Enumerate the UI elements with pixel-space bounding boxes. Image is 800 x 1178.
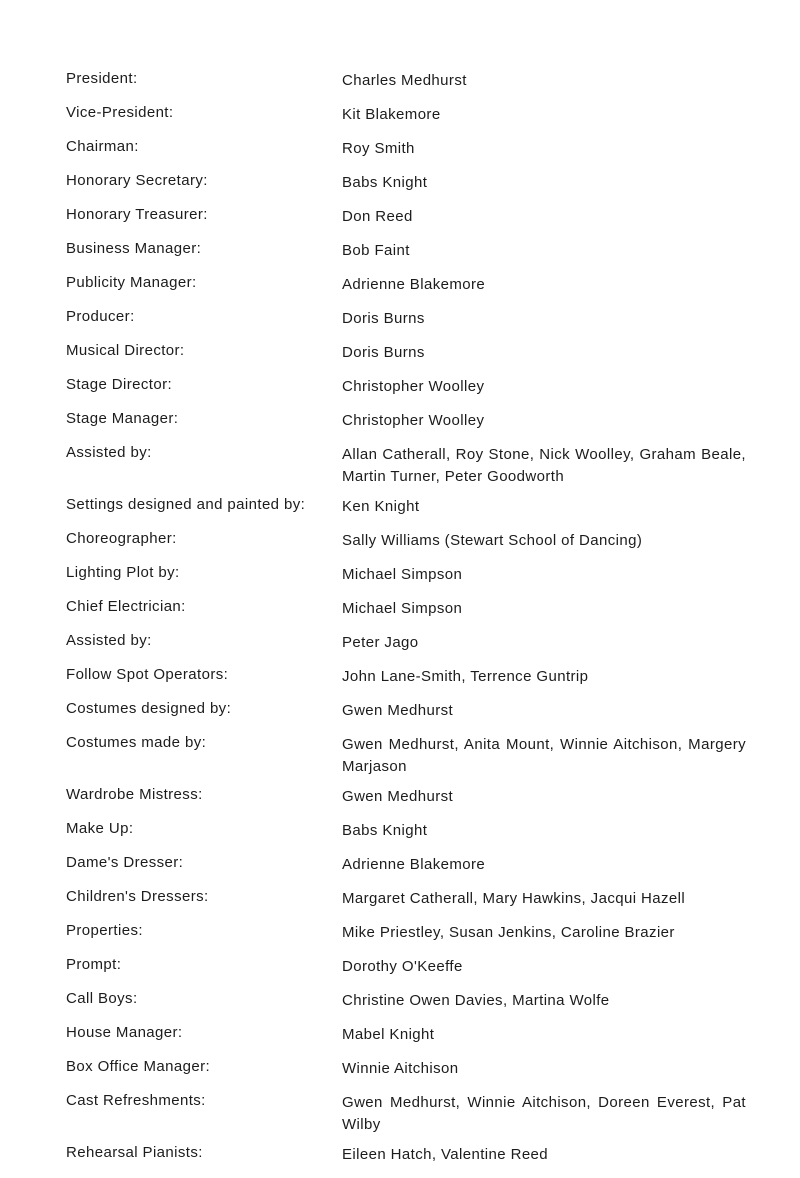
credit-name: Mabel Knight — [342, 1026, 435, 1043]
credit-name: John Lane-Smith, Terrence Guntrip — [342, 668, 589, 685]
credit-row — [66, 956, 746, 978]
credit-role: Stage Manager: — [66, 410, 179, 427]
credit-role: Call Boys: — [66, 990, 138, 1007]
credit-row — [66, 1058, 746, 1080]
credit-name: Charles Medhurst — [342, 72, 467, 89]
credit-row — [66, 530, 746, 552]
credit-row — [66, 444, 746, 488]
credit-name: Kit Blakemore — [342, 106, 441, 123]
credit-role: Honorary Treasurer: — [66, 206, 208, 223]
credit-row — [66, 410, 746, 432]
credit-role: Choreographer: — [66, 530, 177, 547]
credit-name: Eileen Hatch, Valentine Reed — [342, 1146, 549, 1163]
credit-row — [66, 342, 746, 364]
credit-row — [66, 172, 746, 194]
credit-row — [66, 564, 746, 586]
credit-role: Settings designed and painted by: — [66, 496, 306, 513]
credit-row — [66, 104, 746, 126]
credit-row — [66, 990, 746, 1012]
credit-role: Properties: — [66, 922, 143, 939]
credit-name: Babs Knight — [342, 174, 428, 191]
credit-role: Musical Director: — [66, 342, 185, 359]
credit-name: Michael Simpson — [342, 600, 463, 617]
credit-role: Box Office Manager: — [66, 1058, 211, 1075]
credit-row — [66, 734, 746, 778]
credit-row — [66, 240, 746, 262]
credit-role: Cast Refreshments: — [66, 1092, 206, 1109]
credit-name: Roy Smith — [342, 140, 415, 157]
credit-role: Dame's Dresser: — [66, 854, 184, 871]
credit-name: Peter Jago — [342, 634, 419, 651]
credit-role: Lighting Plot by: — [66, 564, 180, 581]
credit-role: Chairman: — [66, 138, 139, 155]
credit-name: Gwen Medhurst, Winnie Aitchison, Doreen Everest, Pat Wilby — [342, 1094, 746, 1133]
credit-row — [66, 854, 746, 876]
credit-name: Gwen Medhurst, Anita Mount, Winnie Aitchison, Margery Marjason — [342, 736, 746, 775]
credit-name: Gwen Medhurst — [342, 788, 454, 805]
credit-name: Sally Williams (Stewart School of Dancing) — [342, 532, 643, 549]
credit-row — [66, 888, 746, 910]
credit-role: Prompt: — [66, 956, 122, 973]
credit-role: Assisted by: — [66, 444, 152, 461]
credit-role: Rehearsal Pianists: — [66, 1144, 203, 1161]
credit-role: Make Up: — [66, 820, 134, 837]
credit-role: Producer: — [66, 308, 135, 325]
credit-row — [66, 632, 746, 654]
credit-role: Chief Electrician: — [66, 598, 186, 615]
credit-name: Don Reed — [342, 208, 413, 225]
credit-row — [66, 70, 746, 92]
credit-name: Gwen Medhurst — [342, 702, 454, 719]
credit-row — [66, 1092, 746, 1136]
credit-name: Doris Burns — [342, 344, 425, 361]
credit-name: Christopher Woolley — [342, 378, 485, 395]
credit-role: House Manager: — [66, 1024, 183, 1041]
credit-role: Wardrobe Mistress: — [66, 786, 203, 803]
credit-name: Mike Priestley, Susan Jenkins, Caroline Brazier — [342, 924, 675, 941]
credit-role: Costumes made by: — [66, 734, 207, 751]
credit-name: Margaret Catherall, Mary Hawkins, Jacqui Hazell — [342, 890, 686, 907]
production-credits-list — [66, 70, 746, 1178]
credit-role: Business Manager: — [66, 240, 202, 257]
credit-row — [66, 274, 746, 296]
credit-row — [66, 700, 746, 722]
credit-role: Honorary Secretary: — [66, 172, 208, 189]
credit-name: Bob Faint — [342, 242, 410, 259]
credit-name: Babs Knight — [342, 822, 428, 839]
credit-name: Winnie Aitchison — [342, 1060, 459, 1077]
credit-name: Doris Burns — [342, 310, 425, 327]
credit-row — [66, 496, 746, 518]
credit-row — [66, 376, 746, 398]
credit-row — [66, 786, 746, 808]
credit-role: Follow Spot Operators: — [66, 666, 229, 683]
credit-role: Stage Director: — [66, 376, 173, 393]
credit-name: Dorothy O'Keeffe — [342, 958, 463, 975]
credit-row — [66, 666, 746, 688]
credit-name: Allan Catherall, Roy Stone, Nick Woolley, Graham Beale, Martin Turner, Peter Goodworth — [342, 446, 746, 485]
credit-row — [66, 1144, 746, 1166]
credit-row — [66, 206, 746, 228]
credit-name: Adrienne Blakemore — [342, 276, 486, 293]
credit-role: President: — [66, 70, 138, 87]
credit-row — [66, 138, 746, 160]
credit-row — [66, 1024, 746, 1046]
credit-row — [66, 922, 746, 944]
credit-name: Ken Knight — [342, 498, 420, 515]
credit-name: Christopher Woolley — [342, 412, 485, 429]
credit-role: Children's Dressers: — [66, 888, 209, 905]
credit-role: Costumes designed by: — [66, 700, 232, 717]
credit-name: Michael Simpson — [342, 566, 463, 583]
credit-row — [66, 308, 746, 330]
credit-name: Christine Owen Davies, Martina Wolfe — [342, 992, 610, 1009]
credit-row — [66, 598, 746, 620]
credit-row — [66, 820, 746, 842]
credit-name: Adrienne Blakemore — [342, 856, 486, 873]
credit-role: Vice-President: — [66, 104, 174, 121]
credit-role: Assisted by: — [66, 632, 152, 649]
credit-role: Publicity Manager: — [66, 274, 197, 291]
